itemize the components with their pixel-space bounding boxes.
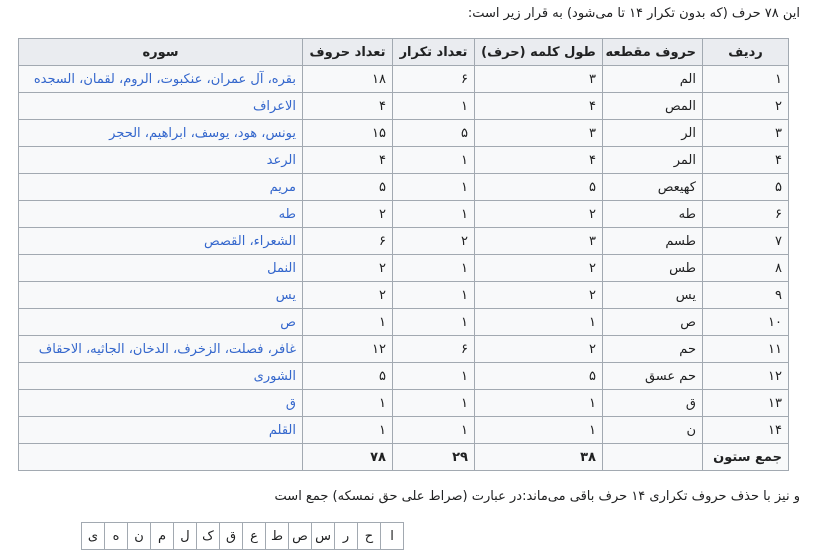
cell-letters: کهیعص [603,174,703,201]
cell-letter-count: ۲ [303,201,393,228]
cell-letters: ق [603,390,703,417]
table-row [19,201,789,228]
header-index[interactable]: ردیف [703,39,789,66]
cell-letter-count: ۴ [303,93,393,120]
total-empty [603,444,703,471]
cell-letter-count: ۱ [303,417,393,444]
table-row [19,282,789,309]
cell-letters: طه [603,201,703,228]
cell-surah[interactable]: الاعراف [19,93,303,120]
cell-index: ۱۳ [703,390,789,417]
cell-letters: یس [603,282,703,309]
cell-index: ۱۴ [703,417,789,444]
cell-index: ۴ [703,147,789,174]
cell-repeat-count: ۱ [393,255,475,282]
cell-letter-count: ۱۵ [303,120,393,147]
letter-cell: ک [197,523,220,550]
cell-repeat-count: ۲ [393,228,475,255]
cell-letters: طس [603,255,703,282]
cell-letters: ن [603,417,703,444]
muqattaat-table [18,38,789,471]
header-surah[interactable]: سوره [19,39,303,66]
cell-repeat-count: ۶ [393,336,475,363]
cell-index: ۱۱ [703,336,789,363]
cell-letters: طسم [603,228,703,255]
header-letters[interactable]: حروف مقطعه [603,39,703,66]
cell-surah[interactable]: ق [19,390,303,417]
cell-surah[interactable]: الشوری [19,363,303,390]
cell-letters: حم [603,336,703,363]
cell-repeat-count: ۱ [393,309,475,336]
cell-word-length: ۵ [475,174,603,201]
table-row [19,174,789,201]
cell-surah[interactable]: یونس، هود، یوسف، ابراهیم، الحجر [19,120,303,147]
letter-cell: م [151,523,174,550]
cell-surah[interactable]: النمل [19,255,303,282]
table-row [19,66,789,93]
cell-letters: ص [603,309,703,336]
table-row [19,336,789,363]
letter-cell: ط [266,523,289,550]
cell-surah[interactable]: الشعراء، القصص [19,228,303,255]
cell-letter-count: ۱۸ [303,66,393,93]
cell-index: ۳ [703,120,789,147]
cell-repeat-count: ۵ [393,120,475,147]
letter-cell: س [312,523,335,550]
cell-repeat-count: ۶ [393,66,475,93]
cell-index: ۵ [703,174,789,201]
cell-surah[interactable]: الرعد [19,147,303,174]
cell-index: ۱۲ [703,363,789,390]
cell-repeat-count: ۱ [393,363,475,390]
cell-letters: الر [603,120,703,147]
header-repeat-count[interactable]: تعداد تکرار [393,39,475,66]
cell-surah[interactable]: طه [19,201,303,228]
cell-letter-count: ۵ [303,363,393,390]
cell-word-length: ۱ [475,417,603,444]
cell-surah[interactable]: ص [19,309,303,336]
cell-surah[interactable]: بقره، آل عمران، عنکبوت، الروم، لقمان، السجده [19,66,303,93]
cell-index: ۱ [703,66,789,93]
letter-cell: ق [220,523,243,550]
remaining-letters-text: و نیز با حذف حروف تکراری ۱۴ حرف باقی می‌ماند:در عبارت (صراط علی حق نمسکه) جمع است [274,489,800,504]
cell-letters: المر [603,147,703,174]
cell-index: ۱۰ [703,309,789,336]
table-header-row [19,39,789,66]
letter-cell: ه [105,523,128,550]
total-letter-count: ۷۸ [303,444,393,471]
table-row [19,363,789,390]
header-word-length[interactable]: طول کلمه (حرف) [475,39,603,66]
total-surah-empty [19,444,303,471]
table-row [19,93,789,120]
cell-repeat-count: ۱ [393,417,475,444]
cell-repeat-count: ۱ [393,390,475,417]
letter-cell: ی [82,523,105,550]
total-label: جمع ستون [703,444,789,471]
cell-surah[interactable]: مریم [19,174,303,201]
cell-index: ۶ [703,201,789,228]
cell-word-length: ۴ [475,147,603,174]
cell-surah[interactable]: القلم [19,417,303,444]
total-repeat-count: ۲۹ [393,444,475,471]
cell-letter-count: ۴ [303,147,393,174]
cell-word-length: ۳ [475,66,603,93]
letter-cell: ل [174,523,197,550]
letter-cell: ص [289,523,312,550]
cell-letter-count: ۲ [303,282,393,309]
cell-repeat-count: ۱ [393,174,475,201]
cell-word-length: ۲ [475,282,603,309]
cell-letter-count: ۱ [303,390,393,417]
cell-word-length: ۵ [475,363,603,390]
cell-word-length: ۲ [475,255,603,282]
table-row [19,390,789,417]
table-row [19,228,789,255]
table-row [19,255,789,282]
cell-repeat-count: ۱ [393,147,475,174]
cell-letter-count: ۵ [303,174,393,201]
cell-index: ۹ [703,282,789,309]
cell-index: ۲ [703,93,789,120]
cell-word-length: ۲ [475,336,603,363]
letter-cell: ا [381,523,404,550]
cell-word-length: ۳ [475,228,603,255]
table-row [19,147,789,174]
cell-letters: حم عسق [603,363,703,390]
cell-letter-count: ۱۲ [303,336,393,363]
cell-index: ۸ [703,255,789,282]
table-total-row [19,444,789,471]
header-letter-count[interactable]: تعداد حروف [303,39,393,66]
letter-cell: ر [335,523,358,550]
cell-word-length: ۴ [475,93,603,120]
cell-letters: الم [603,66,703,93]
cell-word-length: ۱ [475,309,603,336]
cell-letter-count: ۶ [303,228,393,255]
table-row [19,120,789,147]
letter-cell: ع [243,523,266,550]
cell-index: ۷ [703,228,789,255]
cell-letters: المص [603,93,703,120]
table-row [19,417,789,444]
intro-text: این ۷۸ حرف (که بدون تکرار ۱۴ تا می‌شود) به قرار زیر است: [467,6,800,21]
cell-surah[interactable]: غافر، فصلت، الزخرف، الدخان، الجاثیه، الاحقاف [19,336,303,363]
cell-word-length: ۱ [475,390,603,417]
cell-surah[interactable]: یس [19,282,303,309]
total-word-length: ۳۸ [475,444,603,471]
cell-repeat-count: ۱ [393,282,475,309]
cell-repeat-count: ۱ [393,93,475,120]
cell-word-length: ۲ [475,201,603,228]
letter-cell: ح [358,523,381,550]
letters-table [81,522,404,550]
letters-row [82,523,404,550]
cell-repeat-count: ۱ [393,201,475,228]
cell-letter-count: ۱ [303,309,393,336]
cell-word-length: ۳ [475,120,603,147]
table-row [19,309,789,336]
letter-cell: ن [128,523,151,550]
cell-letter-count: ۲ [303,255,393,282]
